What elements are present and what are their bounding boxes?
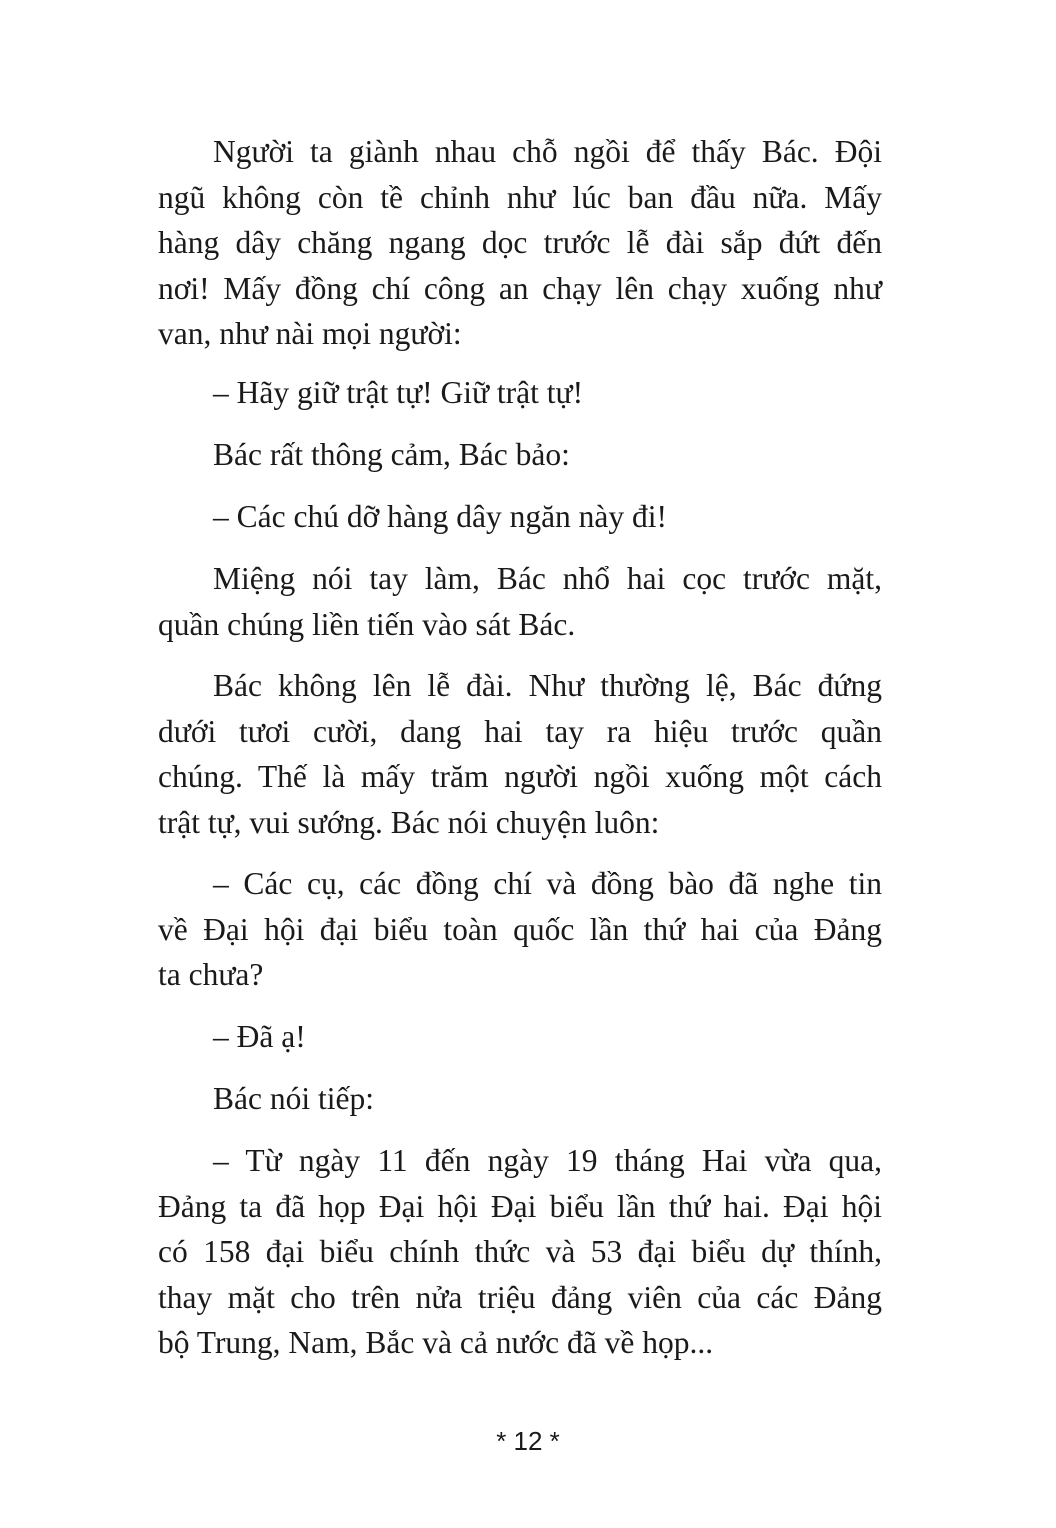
text-line: chúng. Thế là mấy trăm người ngồi xuống một cách: [158, 759, 882, 794]
text-line: về Đại hội đại biểu toàn quốc lần thứ hai của Đảng: [158, 911, 882, 947]
text-line: – Đã ạ!: [213, 1019, 306, 1054]
text-line: Bác không lên lễ đài. Như thường lệ, Bác đứng: [213, 668, 882, 703]
text-line: – Từ ngày 11 đến ngày 19 tháng Hai vừa qua,: [213, 1143, 882, 1178]
text-line: Miệng nói tay làm, Bác nhổ hai cọc trước mặt,: [213, 561, 882, 596]
text-line: thay mặt cho trên nửa triệu đảng viên của các Đảng: [158, 1279, 882, 1315]
page-number: * 12 *: [496, 1426, 560, 1456]
text-line: Đảng ta đã họp Đại hội Đại biểu lần thứ hai. Đại hội: [158, 1188, 882, 1224]
paragraph: [158, 556, 882, 647]
text-line: quần chúng liền tiến vào sát Bác.: [158, 606, 576, 642]
paragraph: [158, 663, 882, 845]
text-line: van, như nài mọi người:: [158, 316, 462, 351]
text-line: – Các cụ, các đồng chí và đồng bào đã nghe tin: [213, 866, 882, 901]
text-line: hàng dây chăng ngang dọc trước lễ đài sắp đứt đến: [158, 225, 882, 260]
paragraph: [158, 370, 882, 416]
paragraph: [158, 861, 882, 998]
text-line: nơi! Mấy đồng chí công an chạy lên chạy xuống như: [158, 270, 882, 306]
text-line: – Hãy giữ trật tự! Giữ trật tự!: [213, 375, 584, 410]
text-line: Bác nói tiếp:: [213, 1081, 374, 1116]
text-line: bộ Trung, Nam, Bắc và cả nước đã về họp...: [158, 1325, 714, 1360]
text-line: Người ta giành nhau chỗ ngồi để thấy Bác. Đội: [213, 134, 882, 169]
paragraph: [158, 1014, 882, 1060]
text-line: trật tự, vui sướng. Bác nói chuyện luôn:: [158, 804, 660, 840]
text-line: – Các chú dỡ hàng dây ngăn này đi!: [213, 499, 668, 534]
paragraph: [158, 494, 882, 540]
paragraph: [158, 432, 882, 478]
text-line: có 158 đại biểu chính thức và 53 đại biểu dự thính,: [158, 1234, 882, 1269]
text-line: dưới tươi cười, dang hai tay ra hiệu trước quần: [158, 713, 882, 749]
paragraph: [158, 129, 882, 357]
text-line: ngũ không còn tề chỉnh như lúc ban đầu nữa. Mấy: [158, 179, 882, 215]
paragraph: [158, 1138, 882, 1366]
text-line: ta chưa?: [158, 957, 264, 992]
paragraph: [158, 1076, 882, 1122]
text-line: Bác rất thông cảm, Bác bảo:: [213, 437, 570, 472]
